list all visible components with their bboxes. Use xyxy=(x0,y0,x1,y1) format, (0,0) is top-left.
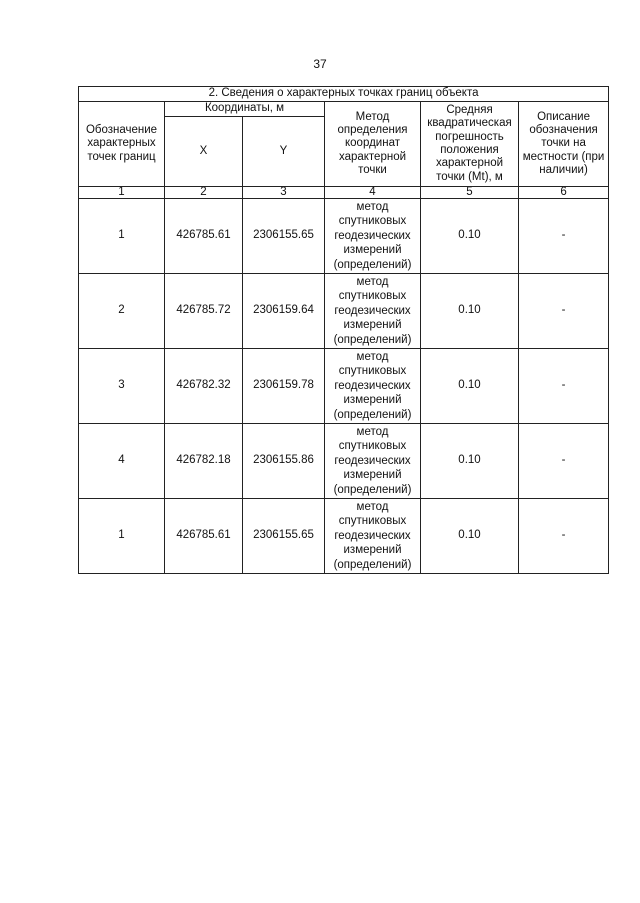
cell-y: 2306155.65 xyxy=(243,199,325,274)
header-point-designation: Обозначение характерных точек границ xyxy=(79,102,165,187)
table-row xyxy=(79,349,609,424)
cell-description: - xyxy=(519,199,609,274)
header-description: Описание обозначения точки на местности (при наличии) xyxy=(519,102,609,187)
header-x: X xyxy=(165,117,243,187)
column-number-row xyxy=(79,187,609,199)
table-row xyxy=(79,274,609,349)
header-method: Метод определения координат характерной точки xyxy=(325,102,421,187)
column-number: 5 xyxy=(421,187,519,199)
header-coordinates: Координаты, м xyxy=(165,102,325,117)
page-number: 37 xyxy=(313,57,327,71)
cell-point: 3 xyxy=(79,349,165,424)
cell-y: 2306159.78 xyxy=(243,349,325,424)
header-y: Y xyxy=(243,117,325,187)
cell-x: 426782.18 xyxy=(165,424,243,499)
cell-y: 2306159.64 xyxy=(243,274,325,349)
cell-accuracy: 0.10 xyxy=(421,274,519,349)
cell-description: - xyxy=(519,499,609,574)
column-number: 2 xyxy=(165,187,243,199)
cell-x: 426785.72 xyxy=(165,274,243,349)
column-number: 3 xyxy=(243,187,325,199)
cell-x: 426782.32 xyxy=(165,349,243,424)
table-row xyxy=(79,424,609,499)
table-row xyxy=(79,199,609,274)
cell-accuracy: 0.10 xyxy=(421,349,519,424)
cell-method: метод спутниковых геодезических измерений (определений) xyxy=(325,349,421,424)
table-title: 2. Сведения о характерных точках границ объекта xyxy=(79,87,609,102)
header-accuracy: Средняя квадратическая погрешность положения характерной точки (Mt), м xyxy=(421,102,519,187)
cell-x: 426785.61 xyxy=(165,499,243,574)
cell-accuracy: 0.10 xyxy=(421,499,519,574)
cell-description: - xyxy=(519,424,609,499)
cell-method: метод спутниковых геодезических измерений (определений) xyxy=(325,199,421,274)
column-number: 1 xyxy=(79,187,165,199)
cell-y: 2306155.65 xyxy=(243,499,325,574)
cell-accuracy: 0.10 xyxy=(421,424,519,499)
cell-point: 4 xyxy=(79,424,165,499)
cell-description: - xyxy=(519,274,609,349)
cell-description: - xyxy=(519,349,609,424)
cell-method: метод спутниковых геодезических измерений (определений) xyxy=(325,424,421,499)
column-number: 4 xyxy=(325,187,421,199)
cell-y: 2306155.86 xyxy=(243,424,325,499)
column-number: 6 xyxy=(519,187,609,199)
cell-point: 1 xyxy=(79,199,165,274)
cell-x: 426785.61 xyxy=(165,199,243,274)
boundary-points-table xyxy=(78,86,609,574)
cell-method: метод спутниковых геодезических измерений (определений) xyxy=(325,274,421,349)
table-row xyxy=(79,499,609,574)
cell-method: метод спутниковых геодезических измерений (определений) xyxy=(325,499,421,574)
cell-point: 1 xyxy=(79,499,165,574)
cell-point: 2 xyxy=(79,274,165,349)
cell-accuracy: 0.10 xyxy=(421,199,519,274)
